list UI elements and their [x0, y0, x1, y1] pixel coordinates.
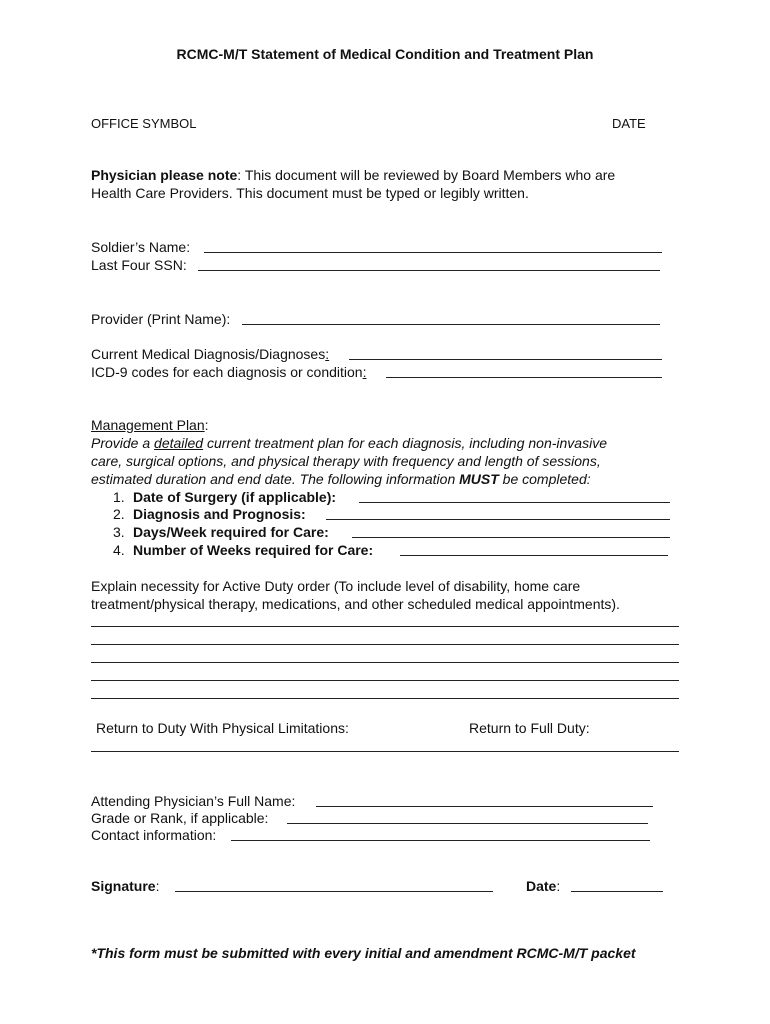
- icd-label: ICD-9 codes for each diagnosis or condition: [91, 364, 363, 380]
- date-signature-colon: :: [556, 878, 561, 894]
- management-text-1a: Provide a: [91, 435, 155, 451]
- diagnosis-label: Current Medical Diagnosis/Diagnoses: [91, 346, 326, 362]
- explain-field-line[interactable]: [91, 698, 679, 699]
- list-item-number: 4.: [113, 542, 125, 558]
- management-heading: Management Plan: [91, 417, 205, 433]
- attending-physician-field[interactable]: [316, 806, 653, 807]
- office-symbol-label: OFFICE SYMBOL: [91, 116, 197, 131]
- diagnosis-colon: :: [325, 346, 330, 362]
- management-text-detailed: detailed: [154, 435, 204, 451]
- explain-field-line[interactable]: [91, 680, 679, 681]
- date-of-surgery-field[interactable]: [359, 502, 670, 503]
- management-text-must: MUST: [459, 471, 499, 487]
- contact-info-label: Contact information:: [91, 827, 217, 843]
- management-heading-line: [91, 417, 209, 433]
- list-item: [113, 542, 373, 558]
- signature-label: Signature: [91, 878, 156, 894]
- explain-line-2: treatment/physical therapy, medications, and other scheduled medical appointments).: [91, 596, 620, 612]
- explain-field-line[interactable]: [91, 626, 679, 627]
- grade-rank-label: Grade or Rank, if applicable:: [91, 810, 269, 826]
- icd-field[interactable]: [386, 377, 662, 378]
- signature-field[interactable]: [175, 891, 493, 892]
- list-item: [113, 524, 329, 540]
- date-label: DATE: [612, 116, 646, 131]
- list-item-label: Date of Surgery (if applicable):: [133, 489, 337, 505]
- date-label-line: [526, 878, 560, 894]
- form-title: RCMC-M/T Statement of Medical Condition and Treatment Plan: [176, 46, 594, 62]
- physician-note-text-1: : This document will be reviewed by Board Members who are: [237, 167, 616, 183]
- management-text-3b: be completed:: [498, 471, 591, 487]
- explain-field-line[interactable]: [91, 644, 679, 645]
- list-item: [113, 506, 306, 522]
- list-item-label: Number of Weeks required for Care:: [133, 542, 374, 558]
- soldier-name-label: Soldier’s Name:: [91, 239, 191, 255]
- days-per-week-field[interactable]: [352, 537, 670, 538]
- diagnosis-line: [91, 346, 329, 362]
- explain-line-1: Explain necessity for Active Duty order (To include level of disability, home care: [91, 578, 581, 594]
- explain-field-line[interactable]: [91, 662, 679, 663]
- return-to-duty-field[interactable]: [91, 751, 679, 752]
- date-signature-label: Date: [526, 878, 557, 894]
- list-item-number: 2.: [113, 506, 125, 522]
- management-text-line-2: care, surgical options, and physical therapy with frequency and length of sessions,: [91, 453, 601, 469]
- physician-note-line-1: [91, 167, 615, 183]
- diagnosis-field[interactable]: [349, 359, 662, 360]
- provider-name-field[interactable]: [242, 324, 660, 325]
- return-full-duty-label: Return to Full Duty:: [469, 720, 590, 736]
- management-heading-colon: :: [204, 417, 209, 433]
- number-of-weeks-field[interactable]: [400, 555, 668, 556]
- grade-rank-field[interactable]: [287, 823, 648, 824]
- attending-physician-label: Attending Physician’s Full Name:: [91, 793, 296, 809]
- provider-name-label: Provider (Print Name):: [91, 311, 231, 327]
- date-signature-field[interactable]: [571, 891, 663, 892]
- icd-colon: :: [362, 364, 367, 380]
- footer-note: *This form must be submitted with every initial and amendment RCMC-M/T packet: [91, 945, 636, 961]
- last-four-ssn-field[interactable]: [198, 270, 660, 271]
- list-item-number: 1.: [113, 489, 125, 505]
- management-text-line-1: [91, 435, 607, 451]
- contact-info-field[interactable]: [231, 840, 650, 841]
- physician-note-lead: Physician please note: [91, 167, 238, 183]
- management-text-line-3: [91, 471, 591, 487]
- signature-label-line: [91, 878, 159, 894]
- list-item: [113, 489, 336, 505]
- soldier-name-field[interactable]: [204, 252, 662, 253]
- physician-note-line-2: Health Care Providers. This document must be typed or legibly written.: [91, 185, 529, 201]
- list-item-label: Diagnosis and Prognosis:: [133, 506, 306, 522]
- list-item-label: Days/Week required for Care:: [133, 524, 329, 540]
- management-text-1b: current treatment plan for each diagnosis, including non-invasive: [203, 435, 607, 451]
- return-limitations-label: Return to Duty With Physical Limitations:: [96, 720, 349, 736]
- last-four-ssn-label: Last Four SSN:: [91, 257, 187, 273]
- list-item-number: 3.: [113, 524, 125, 540]
- icd-line: [91, 364, 366, 380]
- signature-colon: :: [155, 878, 160, 894]
- management-text-3a: estimated duration and end date. The following information: [91, 471, 460, 487]
- diagnosis-prognosis-field[interactable]: [326, 519, 670, 520]
